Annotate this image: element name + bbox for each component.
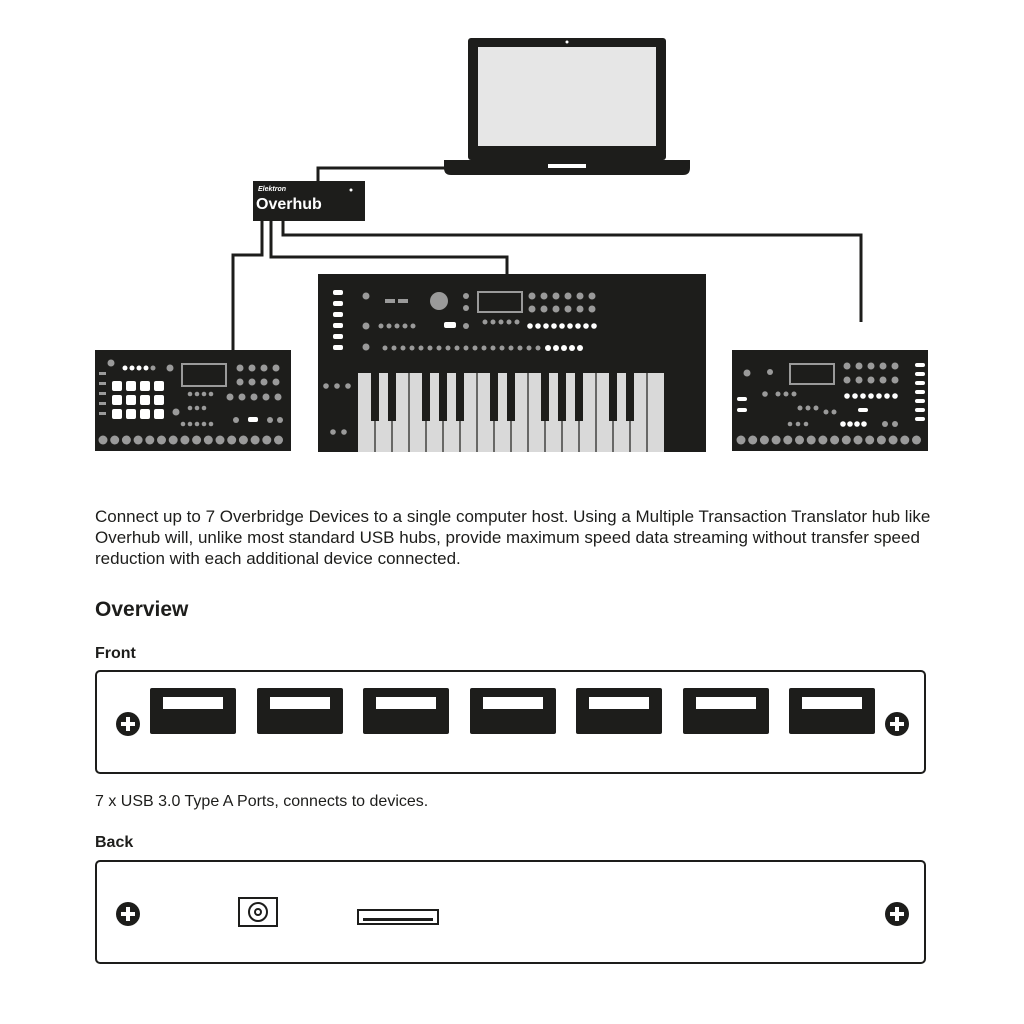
back-heading: Back <box>95 834 134 851</box>
description-text: Connect up to 7 Overbridge Devices to a single computer host. Using a Multiple Transaction Translator hub like Overhub will, unlike most standard USB hubs, provide maximum speed data streaming without transfer speed reduction with each additional device connected. <box>95 507 931 568</box>
cable-hub-to-left-device <box>233 220 262 352</box>
cable-hub-to-laptop <box>318 168 450 181</box>
overhub-icon <box>253 181 365 221</box>
hub-brand-label: Elektron <box>258 186 287 193</box>
usb-type-a-port-icon <box>470 688 556 734</box>
laptop-icon <box>444 38 690 175</box>
cable-hub-to-keyboard <box>271 220 507 275</box>
sequencer-device-icon <box>732 350 928 451</box>
usb-micro-b-port-icon <box>357 909 439 925</box>
usb-type-a-port-icon <box>789 688 875 734</box>
screw-icon <box>885 902 909 926</box>
front-ports-note: 7 x USB 3.0 Type A Ports, connects to devices. <box>95 793 429 810</box>
front-panel <box>95 670 926 774</box>
hub-name-label: Overhub <box>256 196 322 213</box>
groovebox-device-icon <box>95 350 291 451</box>
usb-type-a-port-icon <box>363 688 449 734</box>
usb-type-a-port-icon <box>150 688 236 734</box>
back-panel <box>95 860 926 964</box>
usb-type-a-port-icon <box>683 688 769 734</box>
power-jack-icon <box>238 897 278 927</box>
overview-heading: Overview <box>95 598 189 621</box>
usb-type-a-port-icon <box>257 688 343 734</box>
front-heading: Front <box>95 645 136 662</box>
screw-icon <box>116 902 140 926</box>
screw-icon <box>885 712 909 736</box>
screw-icon <box>116 712 140 736</box>
usb-type-a-port-icon <box>576 688 662 734</box>
keyboard-synth-icon <box>318 274 706 452</box>
connection-diagram <box>0 0 1024 480</box>
